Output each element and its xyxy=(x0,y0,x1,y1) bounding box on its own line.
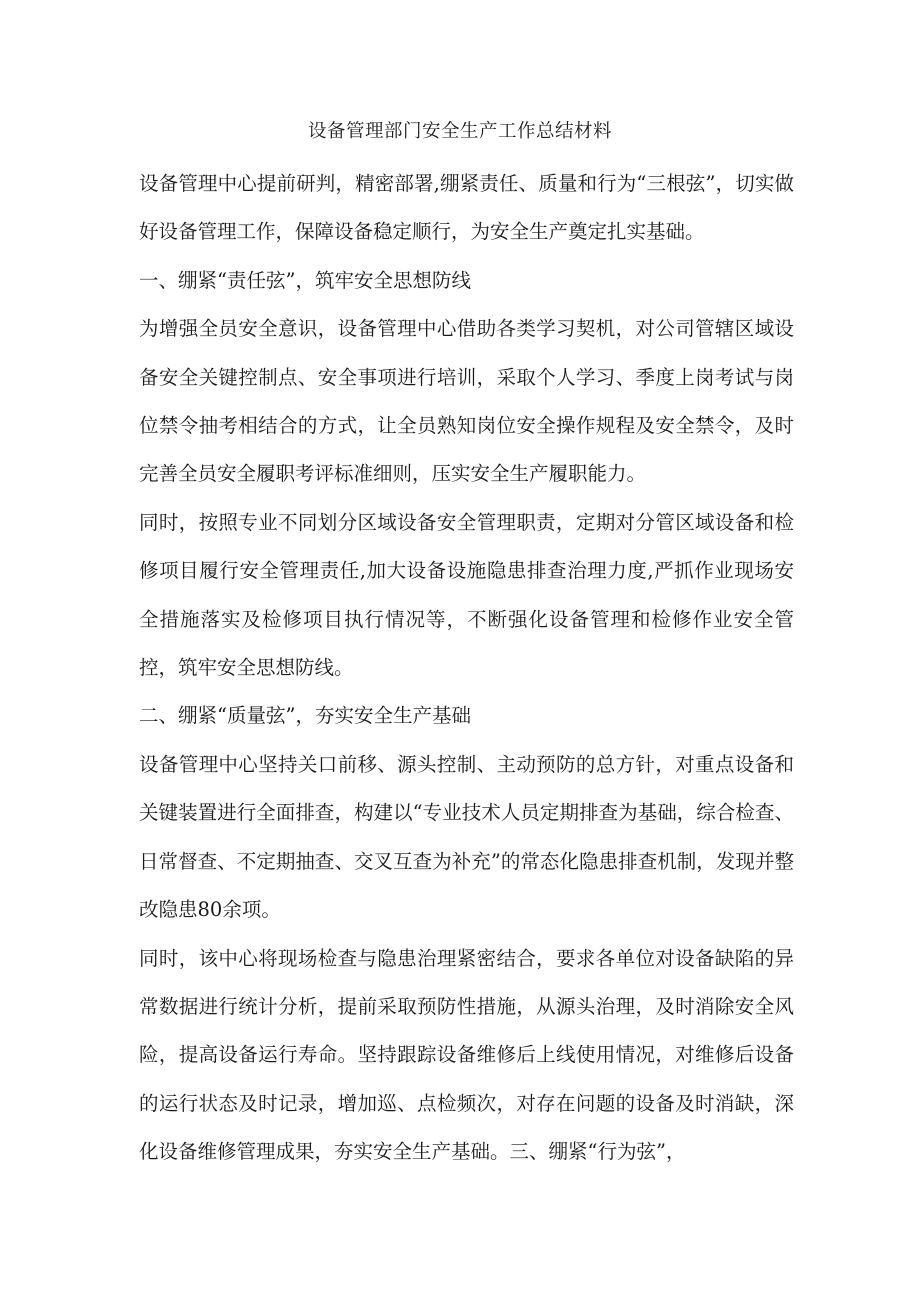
paragraph-1: 为增强全员安全意识，设备管理中心借助各类学习契机，对公司管辖区域设备安全关键控制点、安全事项进行培训，采取个人学习、季度上岗考试与岗位禁令抽考相结合的方式，让全员熟知岗位安全操作规程及安全禁令，及时完善全员安全履职考评标准细则，压实安全生产履职能力。 xyxy=(139,317,794,486)
paragraph-3: 设备管理中心坚持关口前移、源头控制、主动预防的总方针，对重点设备和关键装置进行全面排查，构建以“专业技术人员定期排查为基础，综合检查、日常督查、不定期抽查、交叉互查为补充”的常态化隐患排查机制，发现并整改隐患80余项。 xyxy=(139,752,794,922)
paragraph-2: 同时，按照专业不同划分区域设备安全管理职责，定期对分管区域设备和检修项目履行安全管理责任,加大设备设施隐患排查治理力度,严抓作业现场安全措施落实及检修项目执行情况等，不断强化设备管理和检修作业安全管控，筑牢安全思想防线。 xyxy=(139,510,794,680)
paragraph-4: 同时，该中心将现场检查与隐患治理紧密结合，要求各单位对设备缺陷的异常数据进行统计分析，提前采取预防性措施，从源头治理，及时消除安全风险，提高设备运行寿命。坚持跟踪设备维修后上线使用情况，对维修后设备的运行状态及时记录，增加巡、点检频次，对存在问题的设备及时消缺，深化设备维修管理成果，夯实安全生产基础。三、绷紧“行为弦”， xyxy=(139,946,794,1164)
document-title: 设备管理部门安全生产工作总结材料 xyxy=(307,121,612,142)
section-heading-1: 一、绷紧“责任弦”，筑牢安全思想防线 xyxy=(139,268,471,292)
section-heading-2: 二、绷紧“质量弦”，夯实安全生产基础 xyxy=(139,704,471,728)
paragraph-intro: 设备管理中心提前研判，精密部署,绷紧责任、质量和行为“三根弦”，切实做好设备管理工作，保障设备稳定顺行，为安全生产奠定扎实基础。 xyxy=(139,172,794,244)
document-body xyxy=(139,160,794,1177)
